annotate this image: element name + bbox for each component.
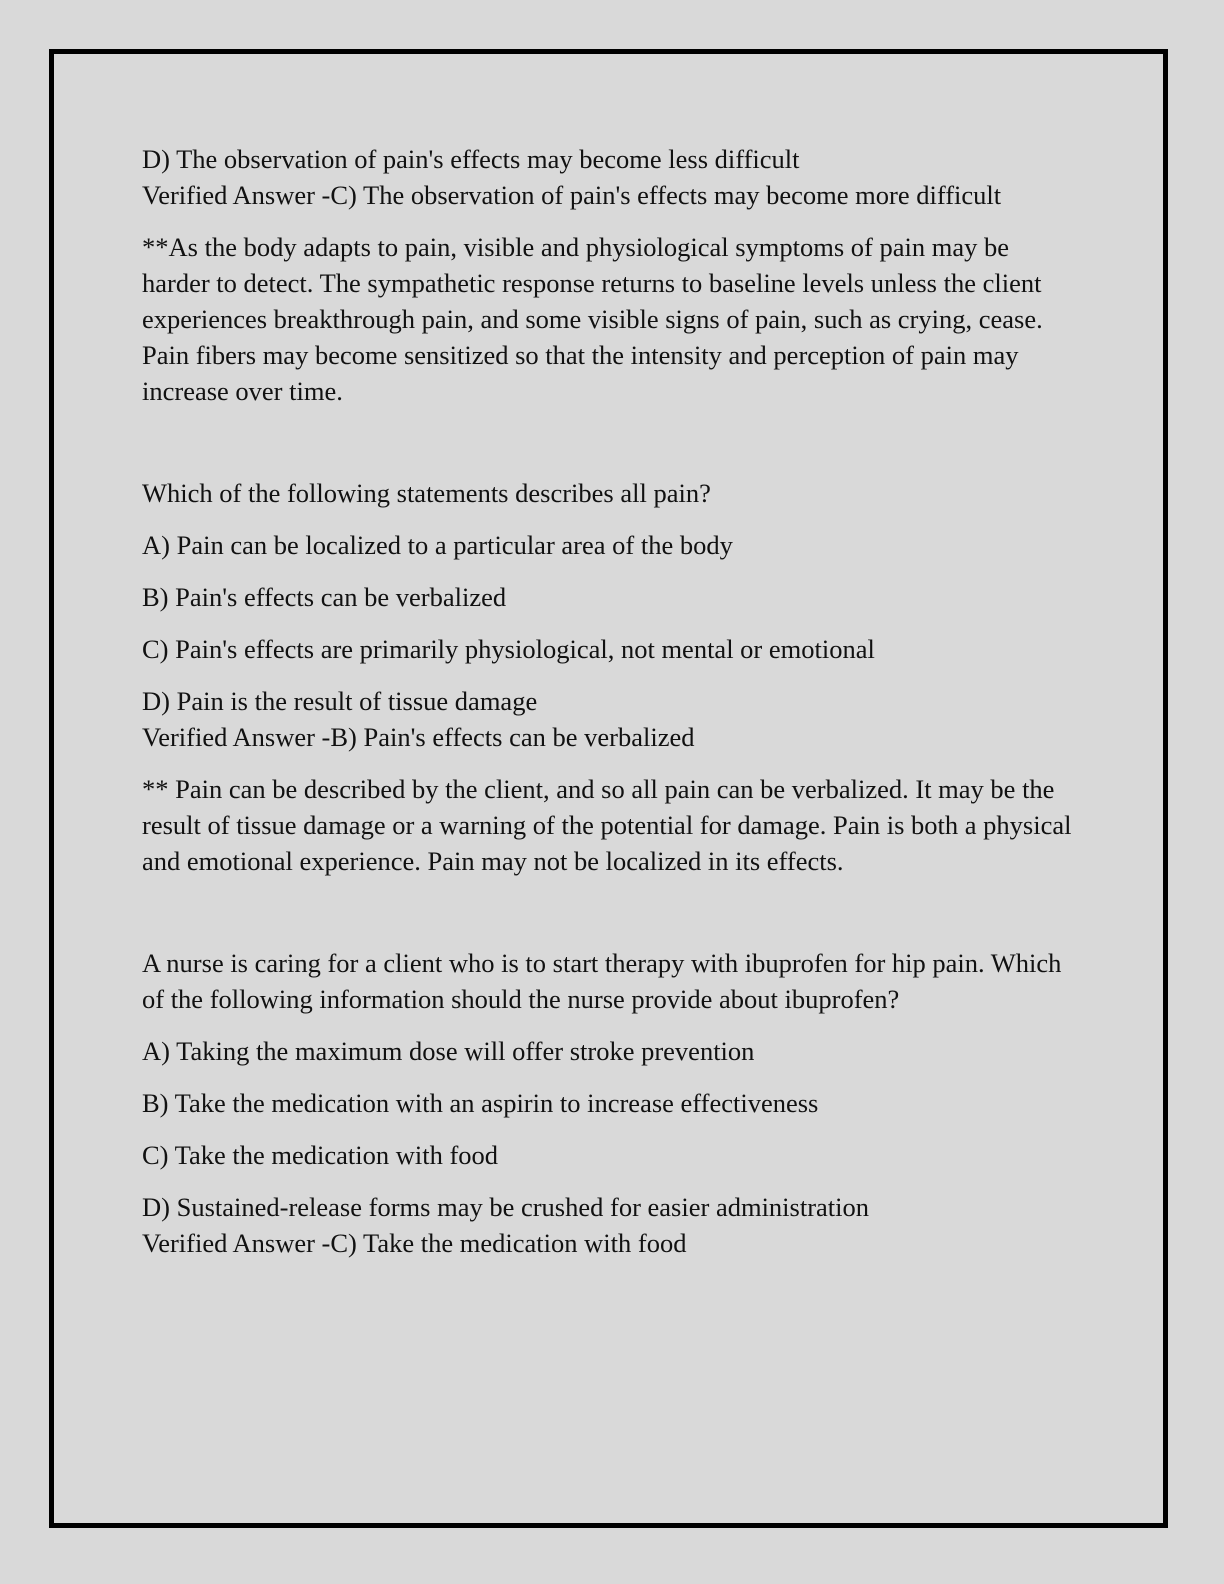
question-block-3 [142, 945, 1082, 1261]
option-c: C) Take the medication with food [142, 1140, 499, 1170]
verified-answer: Verified Answer -C) The observation of pain's effects may become more difficult [142, 180, 1002, 210]
option-c: C) Pain's effects are primarily physiological, not mental or emotional [142, 634, 875, 664]
rationale: **As the body adapts to pain, visible and physiological symptoms of pain may be harder to detect. The sympathetic response returns to baseline levels unless the client experiences breakthrough pain, and some visible signs of pain, such as crying, cease. Pain fibers may become sensitized so that the intensity and perception of pain may increase over time. [142, 232, 1043, 406]
option-d: D) The observation of pain's effects may become less difficult [142, 144, 800, 174]
verified-answer: Verified Answer -B) Pain's effects can be verbalized [142, 722, 695, 752]
verified-answer: Verified Answer -C) Take the medication with food [142, 1228, 687, 1258]
question-block-2 [142, 475, 1082, 879]
option-a: A) Taking the maximum dose will offer stroke prevention [142, 1036, 755, 1066]
option-b: B) Pain's effects can be verbalized [142, 582, 507, 612]
option-d: D) Pain is the result of tissue damage [142, 686, 538, 716]
document-body [142, 141, 1082, 1261]
question-stem: Which of the following statements describes all pain? [142, 478, 711, 508]
option-d: D) Sustained-release forms may be crushed for easier administration [142, 1192, 870, 1222]
option-b: B) Take the medication with an aspirin to increase effectiveness [142, 1088, 819, 1118]
rationale: ** Pain can be described by the client, and so all pain can be verbalized. It may be the result of tissue damage or a warning of the potential for damage. Pain is both a physical and emotional experience. Pain may not be localized in its effects. [142, 774, 1072, 876]
question-stem: A nurse is caring for a client who is to start therapy with ibuprofen for hip pain. Which of the following information should the nurse provide about ibuprofen? [142, 948, 1062, 1014]
question-block-1 [142, 141, 1082, 409]
option-a: A) Pain can be localized to a particular area of the body [142, 530, 733, 560]
